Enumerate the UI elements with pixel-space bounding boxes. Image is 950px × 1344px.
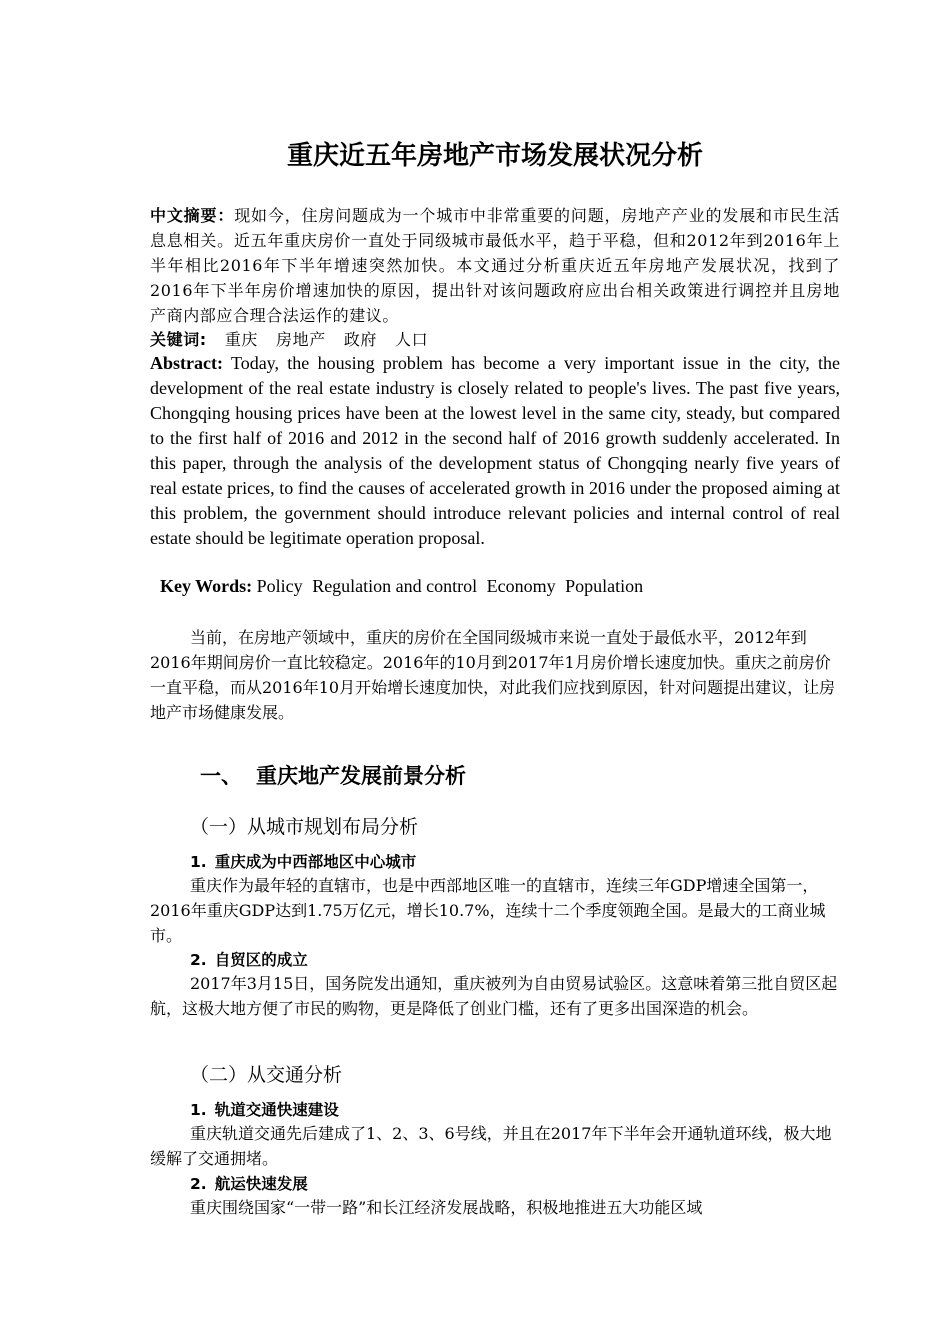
chinese-abstract [150, 203, 840, 328]
chinese-keywords [150, 327, 840, 352]
item-heading [190, 948, 308, 970]
keywords-label: 关键词: [150, 330, 207, 349]
item-paragraph: 重庆作为最年轻的直辖市，也是中西部地区唯一的直辖市，连续三年GDP增速全国第一，2016年重庆GDP达到1.75万亿元，增长10.7%，连续十二个季度领跑全国。是最大的工商业城市。 [150, 876, 826, 945]
section-heading [200, 760, 466, 790]
item-title: 自贸区的成立 [214, 951, 308, 969]
item-number: 1. [190, 853, 207, 871]
section-number: 一、 [200, 764, 242, 788]
english-keyword: Population [565, 576, 644, 596]
english-abstract-text: Today, the housing problem has become a very important issue in the city, the development of the real estate industry is closely related to people's lives. The past five years, Chongqing housing prices have been at the lowest level in the same city, steady, but compared to the first half of 2016 and 2012 in the second half of 2016 growth suddenly accelerated. In this paper, through the analysis of the development status of Chongqing nearly five years of real estate prices, to find the causes of accelerated growth in 2016 under the proposed aiming at this problem, the government should introduce relevant policies and internal control of real estate should be legitimate operation proposal. [150, 353, 840, 548]
english-keyword: Regulation and control [312, 576, 478, 596]
keyword: 重庆 [224, 330, 259, 349]
english-abstract-label: Abstract: [150, 353, 223, 373]
item-title: 航运快速发展 [214, 1175, 308, 1193]
english-keywords-label: Key Words: [160, 576, 253, 596]
subsection-heading: （二）从交通分析 [190, 1064, 343, 1086]
section-title: 重庆地产发展前景分析 [256, 764, 466, 788]
keyword: 房地产 [276, 330, 326, 349]
item-number: 1. [190, 1101, 207, 1119]
keyword: 人口 [395, 330, 429, 349]
item-heading [190, 1172, 308, 1194]
english-abstract [150, 351, 840, 551]
item-title: 重庆成为中西部地区中心城市 [214, 853, 417, 871]
item-paragraph: 2017年3月15日，国务院发出通知，重庆被列为自由贸易试验区。这意味着第三批自贸区起航，这极大地方便了市民的购物，更是降低了创业门槛，还有了更多出国深造的机会。 [150, 974, 838, 1018]
item-title: 轨道交通快速建设 [214, 1101, 339, 1119]
english-keyword: Economy [486, 576, 556, 596]
english-keywords [160, 574, 643, 599]
keyword: 政府 [343, 330, 378, 349]
item-number: 2. [190, 1175, 207, 1193]
intro-paragraph: 当前，在房地产领域中，重庆的房价在全国同级城市来说一直处于最低水平，2012年到2016年期间房价一直比较稳定。2016年的10月到2017年1月房价增长速度加快。重庆之前房价一直平稳，而从2016年10月开始增长速度加快，对此我们应找到原因，针对问题提出建议，让房地产市场健康发展。 [150, 628, 836, 722]
item-heading [190, 850, 416, 872]
chinese-abstract-text: 现如今，住房问题成为一个城市中非常重要的问题，房地产产业的发展和市民生活息息相关。近五年重庆房价一直处于同级城市最低水平，趋于平稳，但和2012年到2016年上半年相比2016年下半年增速突然加快。本文通过分析重庆近五年房地产发展状况，找到了2016年下半年房价增速加快的原因，提出针对该问题政府应出台相关政策进行调控并且房地产商内部应合理合法运作的建议。 [150, 206, 840, 325]
document-title: 重庆近五年房地产市场发展状况分析 [286, 141, 703, 171]
item-number: 2. [190, 951, 207, 969]
item-paragraph: 重庆围绕国家“一带一路”和长江经济发展战略，积极地推进五大功能区域 [190, 1198, 703, 1217]
item-heading [190, 1098, 339, 1120]
item-paragraph: 重庆轨道交通先后建成了1、2、3、6号线，并且在2017年下半年会开通轨道环线，极大地缓解了交通拥堵。 [150, 1124, 832, 1168]
chinese-abstract-label: 中文摘要： [150, 206, 235, 225]
english-keyword: Policy [256, 576, 303, 596]
subsection-heading: （一）从城市规划布局分析 [190, 816, 419, 838]
